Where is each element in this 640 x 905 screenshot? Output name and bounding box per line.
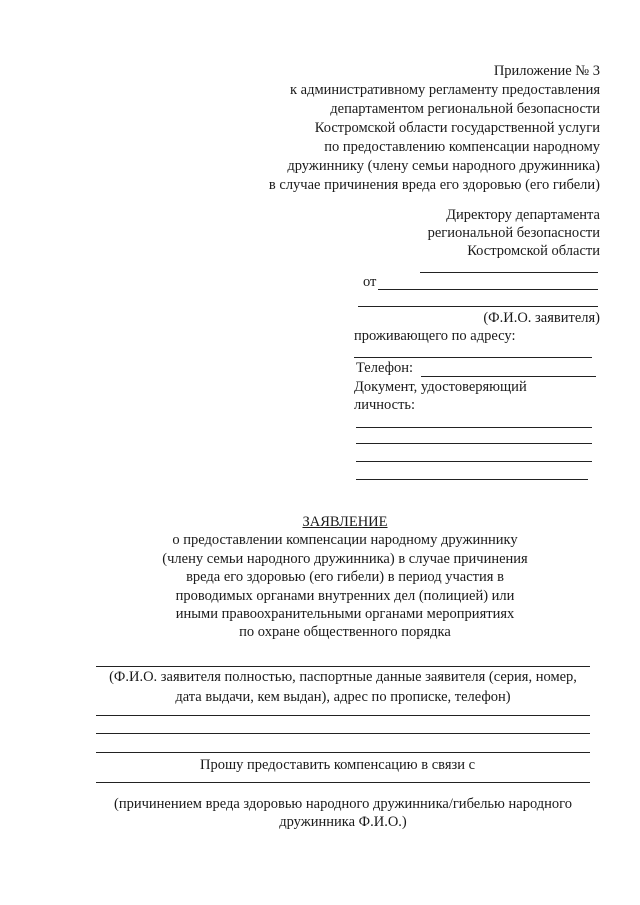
statement-title: ЗАЯВЛЕНИЕ bbox=[302, 514, 388, 530]
request-text: Прошу предоставить компенсацию в связи с bbox=[200, 757, 476, 773]
appendix-line: департаментом региональной безопасности bbox=[330, 101, 600, 117]
fio-field-line bbox=[358, 306, 598, 307]
phone-field-line bbox=[421, 376, 596, 377]
addressee-line: Костромской области bbox=[467, 243, 600, 259]
document-label: Документ, удостоверяющий bbox=[354, 379, 527, 395]
document-field-line bbox=[356, 427, 592, 428]
reason-field-line bbox=[96, 782, 590, 783]
appendix-line: к административному регламенту предоставления bbox=[289, 82, 600, 98]
addressee-line: Директору департамента bbox=[446, 207, 600, 223]
addressee-line: региональной безопасности bbox=[427, 225, 600, 241]
statement-line: вреда его здоровью (его гибели) в период участия в bbox=[186, 569, 504, 585]
reason-caption: (причинением вреда здоровью народного дружинника/гибелью народного bbox=[114, 796, 572, 812]
fio-caption: (Ф.И.О. заявителя) bbox=[483, 310, 600, 326]
phone-label: Телефон: bbox=[356, 360, 414, 376]
appendix-line: в случае причинения вреда его здоровью (его гибели) bbox=[268, 177, 600, 193]
statement-line: о предоставлении компенсации народному дружиннику bbox=[172, 532, 518, 548]
blank-line bbox=[420, 272, 598, 273]
applicant-info-caption: дата выдачи, кем выдан), адрес по прописке, телефон) bbox=[175, 689, 511, 705]
address-field-line bbox=[354, 357, 592, 358]
document-field-line bbox=[356, 443, 592, 444]
appendix-line: Костромской области государственной услуги bbox=[314, 120, 600, 136]
address-label: проживающего по адресу: bbox=[354, 328, 516, 344]
from-label: от bbox=[363, 274, 377, 290]
applicant-info-line bbox=[96, 715, 590, 716]
applicant-info-line bbox=[96, 666, 590, 667]
statement-line: иными правоохранительными органами мероприятиях bbox=[175, 606, 515, 622]
applicant-info-caption: (Ф.И.О. заявителя полностью, паспортные данные заявителя (серия, номер, bbox=[109, 669, 577, 685]
document-label: личность: bbox=[354, 397, 416, 413]
appendix-line: по предоставлению компенсации народному bbox=[324, 139, 600, 155]
statement-line: (члену семьи народного дружинника) в случае причинения bbox=[162, 551, 528, 567]
applicant-info-line bbox=[96, 752, 590, 753]
appendix-number: Приложение № 3 bbox=[493, 63, 600, 79]
statement-line: проводимых органами внутренних дел (полицией) или bbox=[175, 588, 515, 604]
appendix-line: дружиннику (члену семьи народного дружинника) bbox=[287, 158, 600, 174]
fio-field-line bbox=[378, 289, 598, 290]
document-field-line bbox=[356, 461, 592, 462]
applicant-info-line bbox=[96, 733, 590, 734]
document-field-line bbox=[356, 479, 588, 480]
statement-line: по охране общественного порядка bbox=[239, 624, 451, 640]
reason-caption: дружинника Ф.И.О.) bbox=[279, 814, 407, 830]
